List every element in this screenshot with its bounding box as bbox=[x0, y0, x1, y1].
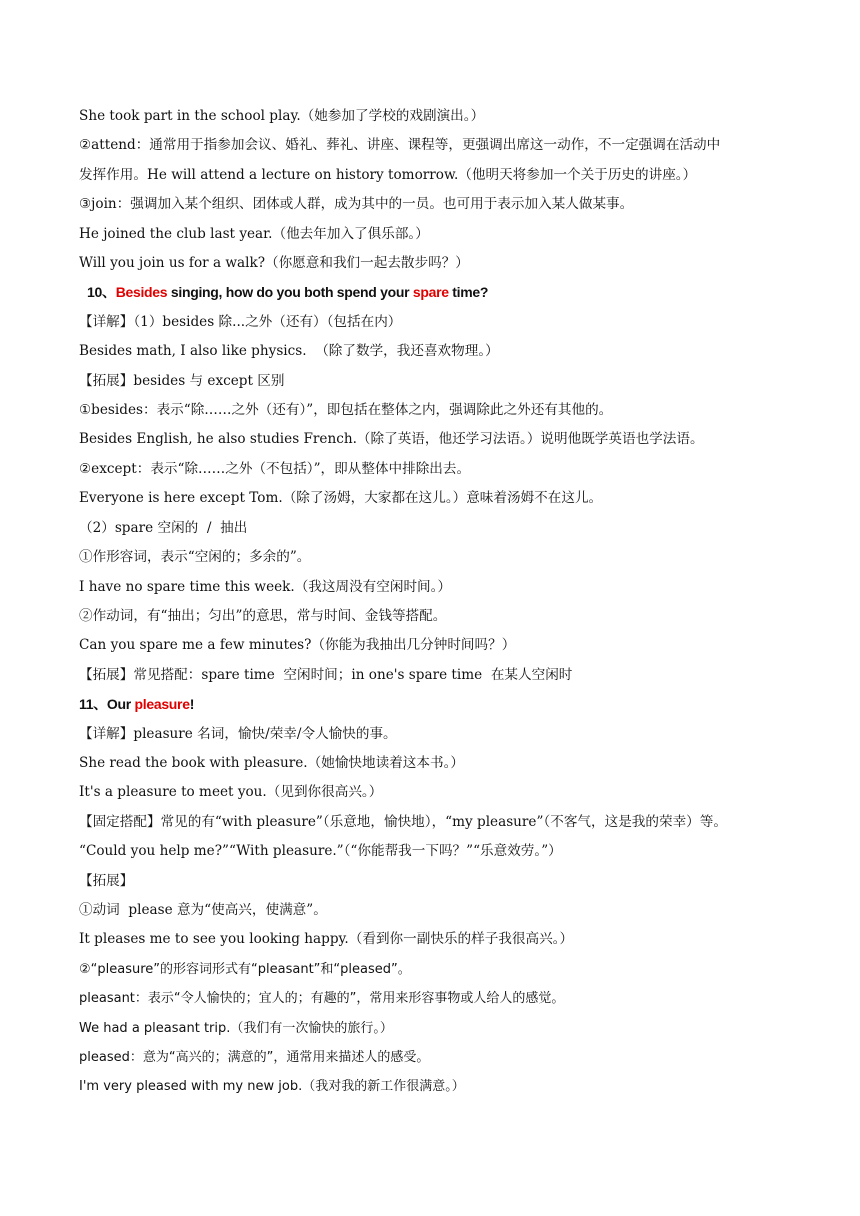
keyword-besides: Besides bbox=[115, 284, 168, 301]
heading-text: Our bbox=[106, 696, 135, 713]
text-line: It pleases me to see you looking happy.（看到你一副快乐的样子我很高兴。） bbox=[79, 931, 574, 948]
text-line: ②“pleasure”的形容词形式有“pleasant”和“pleased”。 bbox=[79, 961, 411, 977]
text-line: It's a pleasure to meet you.（见到你很高兴。） bbox=[79, 784, 383, 801]
text-line: 发挥作用。He will attend a lecture on history tomorrow.（他明天将参加一个关于历史的讲座。） bbox=[79, 166, 697, 183]
text-line: Everyone is here except Tom.（除了汤姆，大家都在这儿。）意味着汤姆不在这儿。 bbox=[79, 490, 603, 507]
text-line: （2）spare 空闲的 / 抽出 bbox=[79, 519, 248, 536]
text-line: 【固定搭配】常见的有“with pleasure”（乐意地，愉快地），“my pleasure”（不客气，这是我的荣幸）等。 bbox=[79, 813, 727, 830]
text-line: 【拓展】常见搭配：spare time 空闲时间；in one's spare time 在某人空闲时 bbox=[79, 666, 573, 683]
text-line: She took part in the school play.（她参加了学校的戏剧演出。） bbox=[79, 108, 485, 124]
text-line: Can you spare me a few minutes?（你能为我抽出几分钟时间吗？） bbox=[79, 637, 516, 654]
text-line: ②attend：通常用于指参加会议、婚礼、葬礼、讲座、课程等，更强调出席这一动作，不一定强调在活动中 bbox=[79, 137, 721, 154]
heading-text: time? bbox=[448, 284, 489, 301]
text-line: 【详解】（1）besides 除...之外（还有）（包括在内） bbox=[79, 313, 402, 330]
text-line: ②作动词，有“抽出；匀出”的意思，常与时间、金钱等搭配。 bbox=[79, 607, 447, 624]
heading-text: ! bbox=[189, 696, 195, 713]
text-line: ②except：表示“除……之外（不包括）”，即从整体中排除出去。 bbox=[79, 460, 471, 477]
keyword-pleasure: pleasure bbox=[134, 696, 190, 713]
text-line: Besides math, I also like physics. （除了数学，我还喜欢物理。） bbox=[79, 343, 499, 360]
text-line: I have no spare time this week.（我这周没有空闲时间。） bbox=[79, 578, 452, 595]
text-line: ①动词 please 意为“使高兴，使满意”。 bbox=[79, 901, 327, 918]
text-line: Will you join us for a walk?（你愿意和我们一起去散步吗？） bbox=[79, 255, 469, 272]
heading-number: 11、 bbox=[79, 696, 107, 713]
text-line: He joined the club last year.（他去年加入了俱乐部。） bbox=[79, 225, 429, 242]
text-line: “Could you help me?”“With pleasure.”（“你能帮我一下吗？”“乐意效劳。”） bbox=[79, 843, 562, 860]
text-line: pleased：意为“高兴的；满意的”，通常用来描述人的感受。 bbox=[79, 1050, 430, 1065]
text-line: We had a pleasant trip.（我们有一次愉快的旅行。） bbox=[79, 1020, 393, 1036]
section-heading-11 bbox=[79, 690, 820, 719]
section-heading-10 bbox=[79, 278, 820, 307]
text-line: ①besides：表示“除……之外（还有）”，即包括在整体之内，强调除此之外还有其他的。 bbox=[79, 402, 613, 419]
text-line: pleasant：表示“令人愉快的；宜人的；有趣的”，常用来形容事物或人给人的感觉。 bbox=[79, 991, 565, 1007]
text-line: I'm very pleased with my new job.（我对我的新工作很满意。） bbox=[79, 1079, 465, 1095]
heading-text: singing, how do you both spend your bbox=[167, 284, 413, 301]
text-line: ①作形容词，表示“空闲的；多余的”。 bbox=[79, 549, 311, 566]
text-line: 【拓展】besides 与 except 区别 bbox=[79, 372, 285, 389]
heading-number: 10、 bbox=[87, 284, 116, 301]
text-line: ③join：强调加入某个组织、团体或人群，成为其中的一员。也可用于表示加入某人做某事。 bbox=[79, 196, 634, 213]
text-line: She read the book with pleasure.（她愉快地读着这本书。） bbox=[79, 754, 464, 771]
text-line: Besides English, he also studies French.（除了英语，他还学习法语。）说明他既学英语也学法语。 bbox=[79, 431, 704, 448]
keyword-spare: spare bbox=[412, 284, 449, 301]
text-line: 【拓展】 bbox=[79, 872, 134, 889]
text-line: 【详解】pleasure 名词，愉快/荣幸/令人愉快的事。 bbox=[79, 725, 397, 742]
